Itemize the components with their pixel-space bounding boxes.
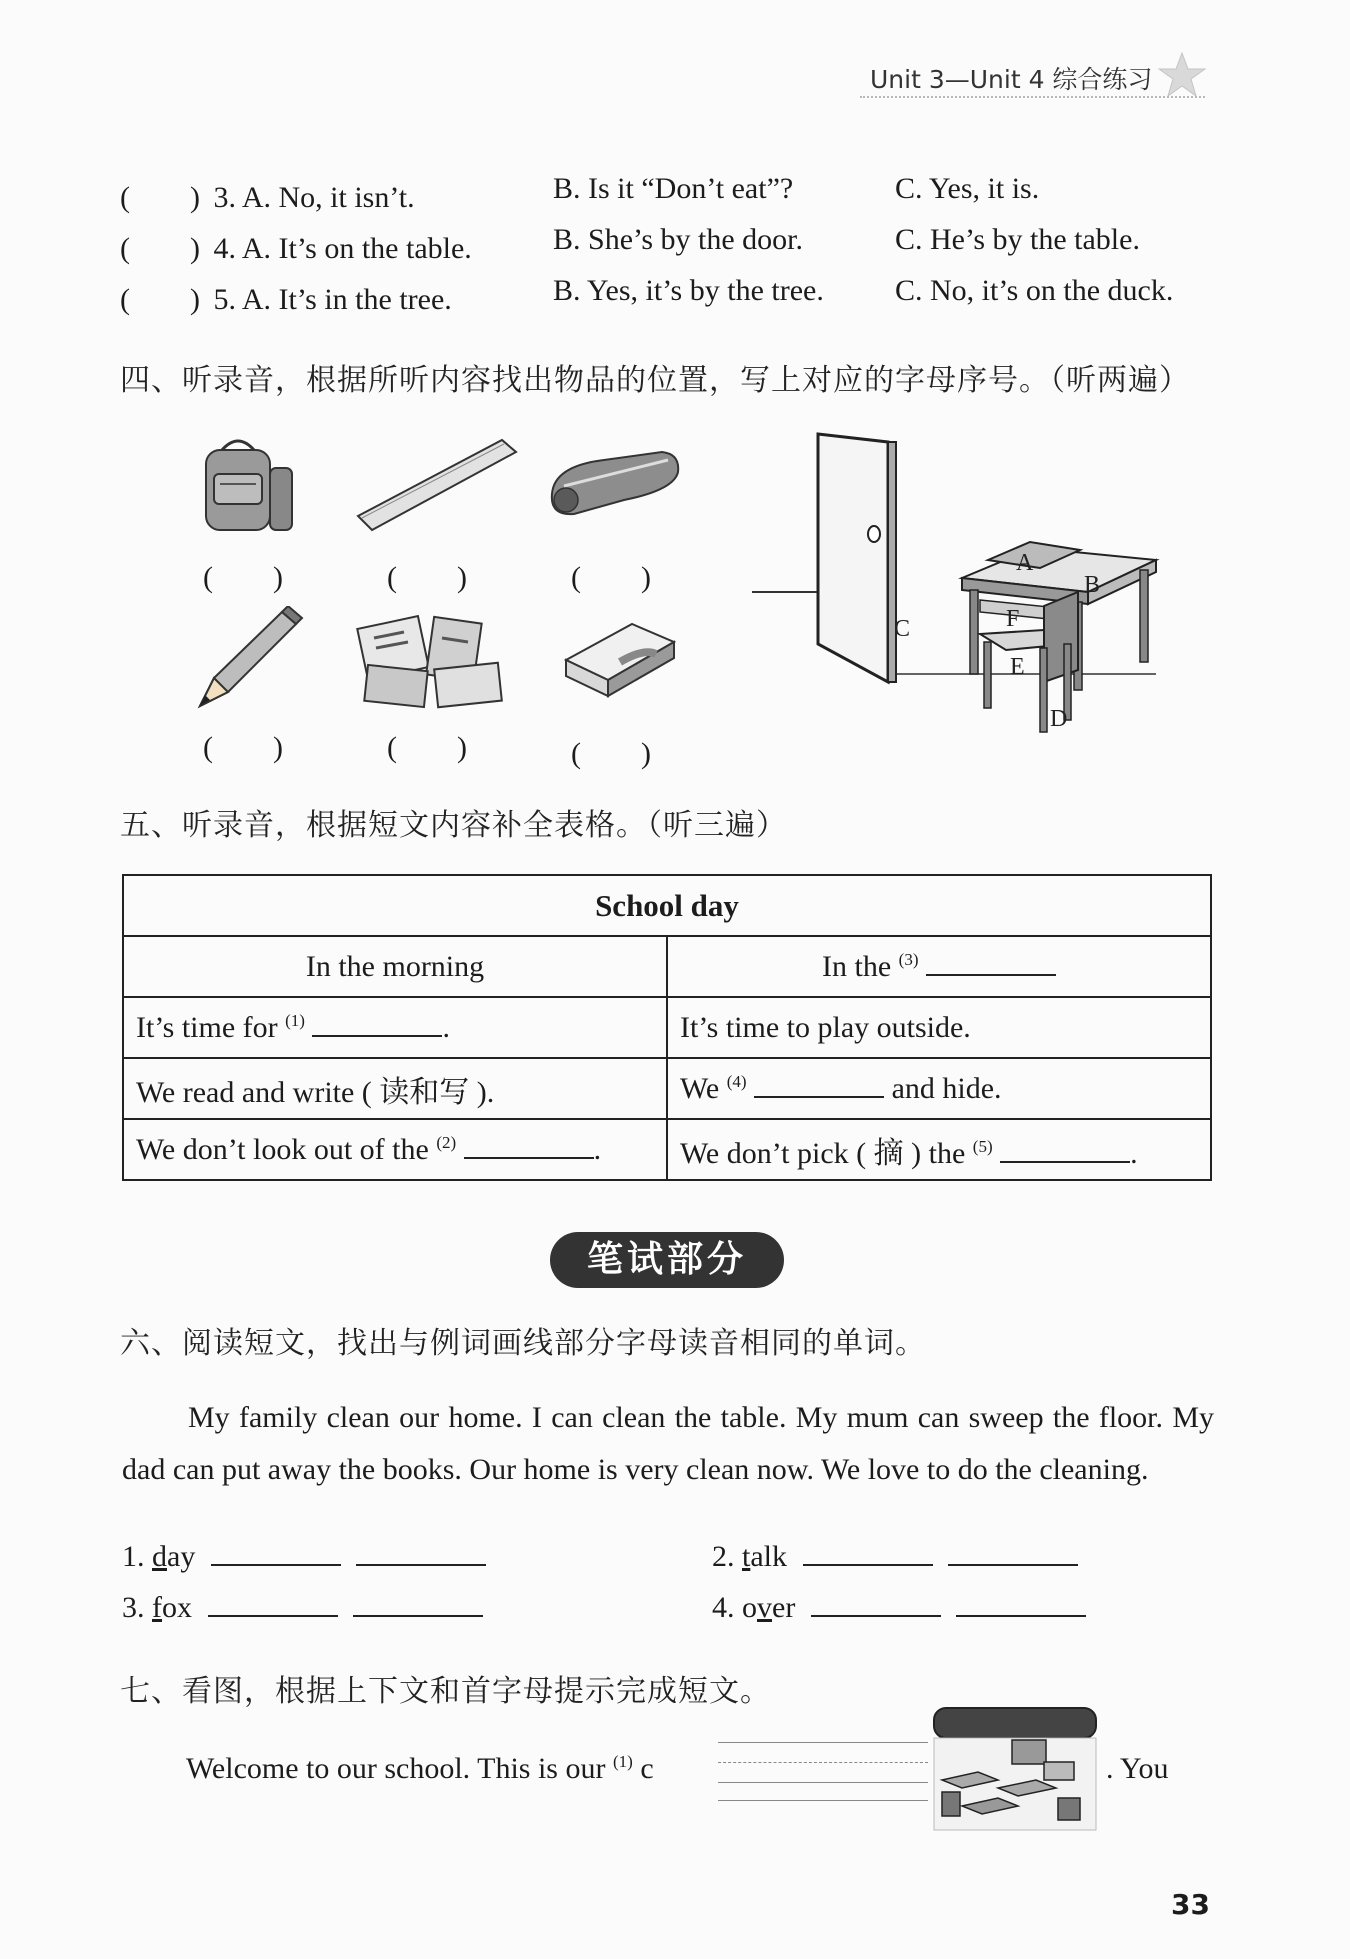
section5-title: 五、听录音，根据短文内容补全表格。（听三遍）	[120, 809, 787, 842]
option-c: C. No, it’s on the duck.	[895, 274, 1174, 307]
section6-title: 六、阅读短文，找出与例词画线部分字母读音相同的单词。	[120, 1327, 926, 1360]
option-b: B. Yes, it’s by the tree.	[553, 274, 824, 307]
answer-blank[interactable]	[956, 1593, 1086, 1617]
page-number: 33	[1171, 1888, 1210, 1921]
answer-paren-backpack[interactable]: ( )	[203, 561, 283, 594]
pencil-icon	[196, 606, 304, 710]
header-divider	[860, 96, 1205, 98]
answer-blank[interactable]	[211, 1542, 341, 1566]
sentence-suffix: . You	[1106, 1752, 1169, 1785]
door	[818, 434, 896, 682]
classroom-scene	[744, 430, 1164, 760]
label-f: F	[1006, 606, 1020, 632]
answer-blank[interactable]	[356, 1542, 486, 1566]
answer-paren[interactable]: ( )	[120, 232, 200, 265]
table-row	[123, 997, 1211, 1058]
item-talk: 2. talk	[712, 1540, 1078, 1574]
table-heading: School day	[123, 875, 1211, 936]
option-c: C. He’s by the table.	[895, 223, 1140, 256]
option-a: 4. A. It’s on the table.	[213, 232, 472, 265]
classroom-icon	[932, 1706, 1098, 1832]
blank-3[interactable]	[926, 952, 1056, 976]
answer-paren-eraser[interactable]: ( )	[571, 737, 651, 770]
eraser-icon	[560, 616, 680, 700]
section4-title: 四、听录音，根据所听内容找出物品的位置，写上对应的字母序号。（听两遍）	[120, 364, 1190, 397]
cell: We don’t pick ( 摘 ) the $^{(5)}$ .	[667, 1119, 1211, 1180]
answer-blank[interactable]	[811, 1593, 941, 1617]
answer-blank[interactable]	[353, 1593, 483, 1617]
answer-paren-pencil-case[interactable]: ( )	[571, 561, 651, 594]
cell: It’s time to play outside.	[667, 997, 1211, 1058]
cell: We don’t look out of the $^{(2)}$ .	[123, 1119, 667, 1180]
ruler-icon	[352, 438, 520, 534]
answer-paren[interactable]: ( )	[120, 283, 200, 316]
blank-1[interactable]	[312, 1013, 442, 1037]
answer-paren[interactable]: ( )	[120, 181, 200, 214]
label-d: D	[1050, 706, 1068, 732]
cell: We read and write ( 读和写 ).	[123, 1058, 667, 1119]
option-a: 3. A. No, it isn’t.	[213, 181, 415, 214]
label-a: A	[1016, 550, 1034, 576]
star-icon	[1156, 50, 1208, 102]
writing-lines[interactable]	[718, 1742, 928, 1802]
col1-header: In the morning	[123, 936, 667, 997]
answer-blank[interactable]	[803, 1542, 933, 1566]
answer-paren-books[interactable]: ( )	[387, 731, 467, 764]
answer-blank[interactable]	[948, 1542, 1078, 1566]
label-b: B	[1084, 572, 1101, 598]
blank-5[interactable]	[1000, 1139, 1130, 1163]
sentence-1: Welcome to our school. This is our $^{(1)}$ c	[186, 1752, 654, 1785]
item-fox: 3. fox	[122, 1591, 483, 1625]
label-e: E	[1010, 654, 1025, 680]
table-row	[123, 1058, 1211, 1119]
option-a: 5. A. It’s in the tree.	[213, 283, 452, 316]
answer-paren-ruler[interactable]: ( )	[387, 561, 467, 594]
option-b: B. She’s by the door.	[553, 223, 804, 256]
cell: We $^{(4)}$ and hide.	[667, 1058, 1211, 1119]
section7-title: 七、看图，根据上下文和首字母提示完成短文。	[120, 1675, 771, 1708]
label-c: C	[894, 616, 911, 642]
option-b: B. Is it “Don’t eat”?	[553, 172, 794, 205]
item-day: 1. day	[122, 1540, 486, 1574]
answer-blank[interactable]	[208, 1593, 338, 1617]
col2-header: In the $^{(3)}$	[667, 936, 1211, 997]
school-day-table	[122, 874, 1212, 1181]
blank-2[interactable]	[464, 1135, 594, 1159]
table-row	[123, 1119, 1211, 1180]
question-5	[120, 274, 452, 318]
item-over: 4. over	[712, 1591, 1086, 1625]
reading-paragraph: My family clean our home. I can clean the table. My mum can sweep the floor. My dad can put away the books. Our home is very clean now. We love to do the cleaning.	[122, 1401, 1214, 1486]
option-c: C. Yes, it is.	[895, 172, 1040, 205]
cell: It’s time for $^{(1)}$ .	[123, 997, 667, 1058]
question-3	[120, 172, 415, 216]
written-part-label: 笔试部分	[550, 1232, 784, 1288]
answer-paren-pencil[interactable]: ( )	[203, 731, 283, 764]
backpack-icon	[196, 432, 300, 540]
question-4	[120, 223, 472, 267]
header-title: Unit 3—Unit 4 综合练习	[870, 65, 1153, 94]
blank-4[interactable]	[754, 1074, 884, 1098]
pencil-case-icon	[544, 442, 684, 526]
books-icon	[352, 608, 512, 712]
